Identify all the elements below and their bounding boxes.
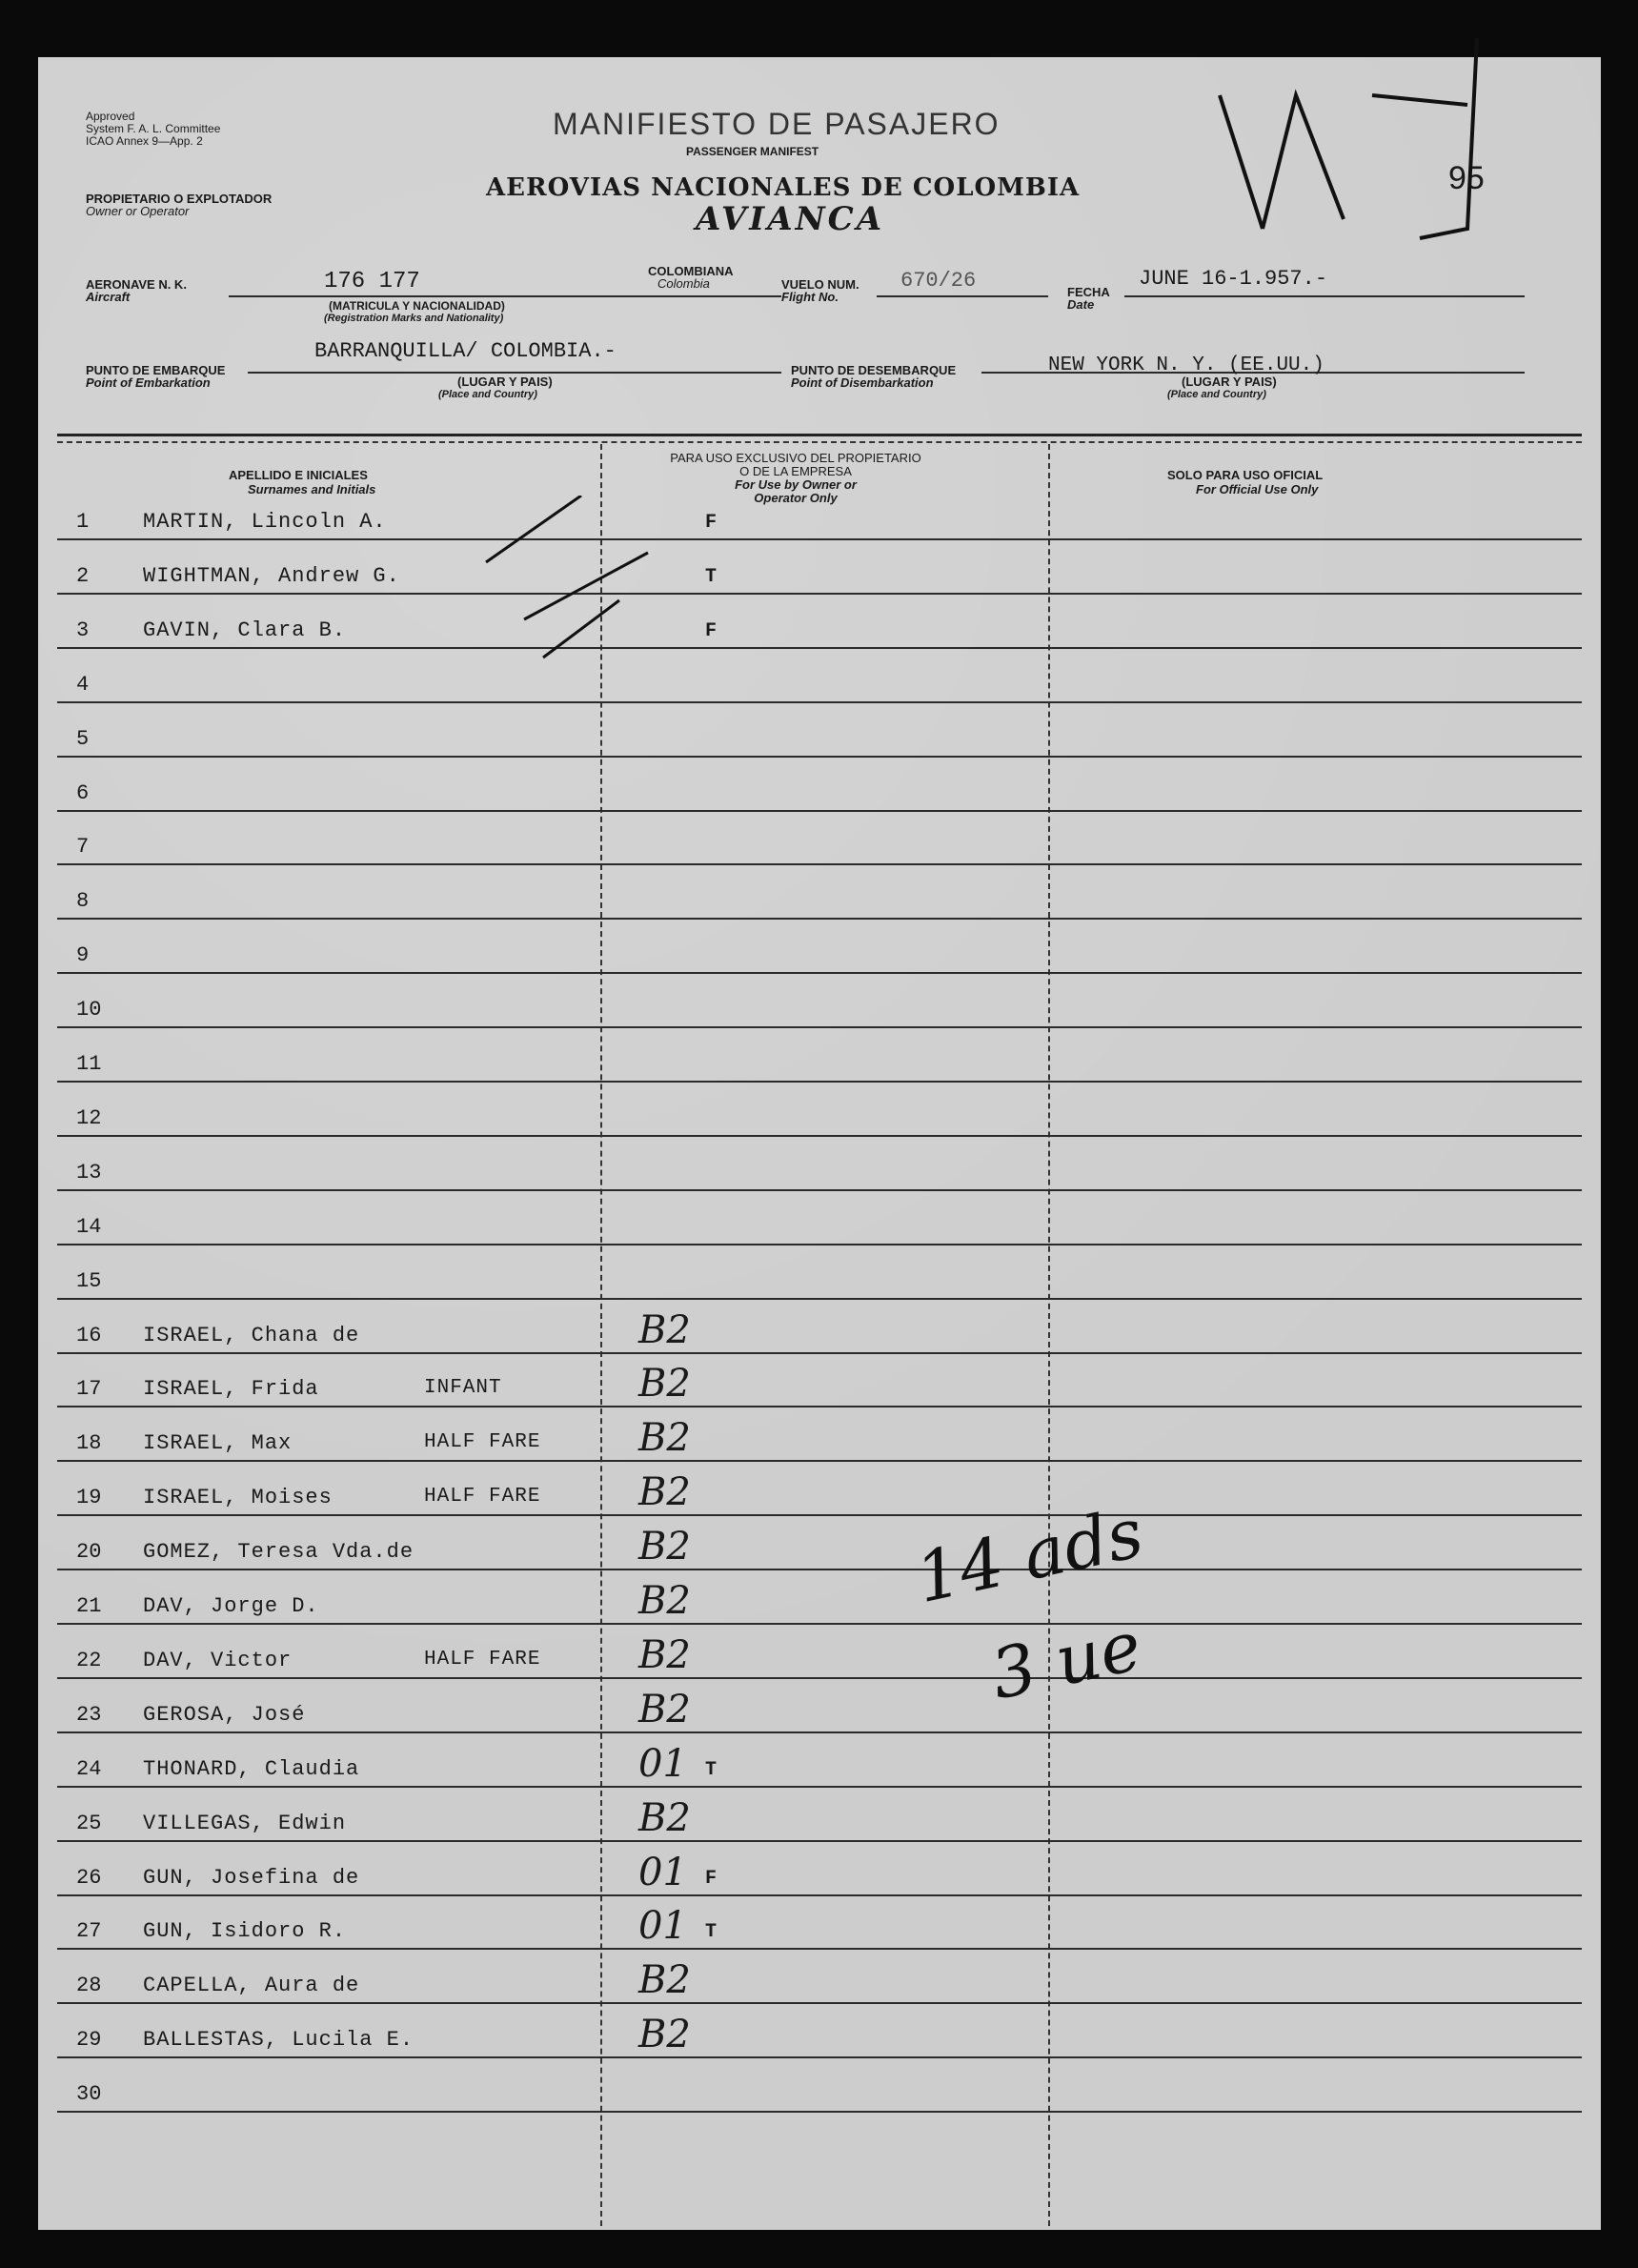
disembark-label-en: Point of Disembarkation (791, 375, 934, 390)
row-number: 4 (76, 673, 90, 697)
row-number: 28 (76, 1974, 102, 1997)
handwritten-code: B2 (638, 1416, 691, 1460)
passenger-name: DAV, Victor (143, 1649, 293, 1672)
passenger-name: VILLEGAS, Edwin (143, 1812, 347, 1835)
handwritten-code: B2 (638, 2013, 691, 2056)
row-rule (57, 1460, 1582, 1462)
handwritten-code: B2 (638, 1633, 691, 1677)
row-number: 15 (76, 1269, 102, 1293)
col3-title: SOLO PARA USO OFICIAL (1167, 468, 1324, 482)
row-rule (57, 1894, 1582, 1896)
row-number: 29 (76, 2028, 102, 2052)
row-number: 11 (76, 1052, 102, 1076)
flight-label: VUELO NUM. (781, 277, 859, 292)
row-number: 3 (76, 618, 90, 642)
date-value: JUNE 16-1.957.- (1139, 267, 1328, 291)
row-rule (57, 2056, 1582, 2058)
passenger-name: ISRAEL, Max (143, 1431, 293, 1455)
passenger-name: THONARD, Claudia (143, 1757, 360, 1781)
row-number: 16 (76, 1324, 102, 1347)
operator-code: T (705, 1759, 718, 1781)
passenger-name: BALLESTAS, Lucila E. (143, 2028, 415, 2052)
date-line (1124, 295, 1525, 297)
row-number: 7 (76, 835, 90, 859)
row-number: 8 (76, 889, 90, 913)
header-rule-2 (57, 441, 1582, 443)
col3-sub: For Official Use Only (1196, 482, 1319, 496)
row-number: 10 (76, 998, 102, 1022)
row-rule (57, 1244, 1582, 1245)
row-rule (57, 1514, 1582, 1516)
handwritten-code: B2 (638, 1470, 691, 1514)
fare-note: INFANT (424, 1377, 502, 1399)
disembark-value: NEW YORK N. Y. (EE.UU.) (1048, 354, 1325, 376)
passenger-name: GEROSA, José (143, 1703, 306, 1727)
row-rule (57, 918, 1582, 920)
row-rule (57, 1948, 1582, 1950)
col2-sub-line: Operator Only (754, 491, 838, 505)
fare-note: HALF FARE (424, 1431, 541, 1453)
row-number: 14 (76, 1215, 102, 1239)
handwritten-code: B2 (638, 1525, 691, 1569)
handwritten-code: 01 (638, 1904, 687, 1948)
flight-line (877, 295, 1048, 297)
row-number: 2 (76, 564, 90, 588)
col2-sub-line: For Use by Owner or (735, 477, 857, 492)
aircraft-label: AERONAVE N. K. (86, 277, 187, 292)
embark-line (248, 372, 781, 374)
nationality-value: COLOMBIANA (648, 264, 734, 278)
row-number: 6 (76, 781, 90, 805)
row-rule (57, 2111, 1582, 2113)
page-number: 95 (1448, 160, 1485, 196)
form-title-en: PASSENGER MANIFEST (686, 145, 819, 158)
row-rule (57, 2002, 1582, 2004)
nationality-line (629, 295, 781, 297)
row-rule (57, 972, 1582, 974)
place-label-en-2: (Place and Country) (1167, 389, 1266, 400)
row-rule (57, 863, 1582, 865)
row-number: 9 (76, 943, 90, 967)
row-number: 25 (76, 1812, 102, 1835)
operator-code: T (705, 566, 718, 588)
row-rule (57, 1840, 1582, 1842)
row-rule (57, 1189, 1582, 1191)
fare-note: HALF FARE (424, 1649, 541, 1671)
row-number: 24 (76, 1757, 102, 1781)
flight-label-en: Flight No. (781, 290, 839, 304)
row-rule (57, 647, 1582, 649)
company-short: AVIANCA (696, 200, 885, 238)
row-number: 22 (76, 1649, 102, 1672)
embark-label: PUNTO DE EMBARQUE (86, 363, 226, 377)
form-title: MANIFIESTO DE PASAJERO (553, 107, 1001, 141)
approval-note (86, 111, 220, 148)
place-label: (LUGAR Y PAIS) (457, 375, 553, 389)
owner-label: PROPIETARIO O EXPLOTADOR (86, 192, 273, 206)
operator-code: F (705, 620, 718, 642)
place-label-2: (LUGAR Y PAIS) (1182, 375, 1277, 389)
aircraft-value: 176 177 (324, 269, 420, 294)
col1-sub: Surnames and Initials (248, 482, 376, 496)
row-number: 20 (76, 1540, 102, 1564)
row-number: 1 (76, 510, 90, 534)
row-rule (57, 1298, 1582, 1300)
passenger-name: ISRAEL, Moises (143, 1486, 333, 1509)
handwritten-count-bottom: 3 ue (983, 1605, 1148, 1715)
passenger-name: MARTIN, Lincoln A. (143, 510, 387, 534)
owner-label-en: Owner or Operator (86, 204, 190, 218)
check-marks (457, 496, 686, 667)
aircraft-label-en: Aircraft (86, 290, 131, 304)
row-number: 12 (76, 1106, 102, 1130)
row-number: 13 (76, 1161, 102, 1185)
flight-value: 670/26 (900, 269, 977, 293)
row-rule (57, 1081, 1582, 1083)
handwritten-code: B2 (638, 1688, 691, 1731)
passenger-name: GAVIN, Clara B. (143, 618, 347, 642)
passenger-name: GOMEZ, Teresa Vda.de (143, 1540, 415, 1564)
handwritten-code: 01 (638, 1851, 687, 1894)
fare-note: HALF FARE (424, 1486, 541, 1508)
handwritten-code: B2 (638, 1796, 691, 1840)
row-rule (57, 1406, 1582, 1407)
row-rule (57, 1352, 1582, 1354)
operator-code: F (705, 512, 718, 534)
passenger-name: GUN, Isidoro R. (143, 1919, 347, 1943)
registration-label: (MATRICULA Y NACIONALIDAD) (329, 299, 505, 313)
col2-title (653, 452, 939, 505)
handwritten-code: B2 (638, 1362, 691, 1406)
operator-code: F (705, 1868, 718, 1890)
column-divider-2 (1048, 444, 1050, 2226)
approval-line: Approved (86, 110, 135, 123)
column-divider-1 (600, 444, 602, 2226)
row-number: 21 (76, 1594, 102, 1618)
passenger-name: ISRAEL, Frida (143, 1377, 319, 1401)
row-rule (57, 1677, 1582, 1679)
handwritten-code: B2 (638, 1308, 691, 1352)
row-number: 17 (76, 1377, 102, 1401)
passenger-name: GUN, Josefina de (143, 1866, 360, 1890)
date-label-en: Date (1067, 297, 1095, 312)
nationality-sub: Colombia (657, 276, 710, 291)
row-rule (57, 538, 1582, 540)
handwritten-code: 01 (638, 1742, 687, 1786)
approval-line: System F. A. L. Committee (86, 122, 221, 135)
operator-code: T (705, 1921, 718, 1943)
col2-title-line: O DE LA EMPRESA (739, 464, 852, 478)
row-rule (57, 701, 1582, 703)
registration-label-en: (Registration Marks and Nationality) (324, 313, 504, 324)
passenger-name: WIGHTMAN, Andrew G. (143, 564, 400, 588)
row-rule (57, 1026, 1582, 1028)
row-rule (57, 1623, 1582, 1625)
row-number: 26 (76, 1866, 102, 1890)
passenger-name: CAPELLA, Aura de (143, 1974, 360, 1997)
handwritten-code: B2 (638, 1958, 691, 2002)
row-number: 23 (76, 1703, 102, 1727)
handwritten-code: B2 (638, 1579, 691, 1623)
manifest-sheet (38, 57, 1601, 2230)
date-label: FECHA (1067, 285, 1110, 299)
row-rule (57, 756, 1582, 758)
row-number: 5 (76, 727, 90, 751)
row-rule (57, 1786, 1582, 1788)
handwritten-n-mark (1182, 38, 1496, 257)
row-rule (57, 593, 1582, 595)
passenger-name: ISRAEL, Chana de (143, 1324, 360, 1347)
header-rule (57, 434, 1582, 436)
row-number: 18 (76, 1431, 102, 1455)
row-rule (57, 1731, 1582, 1733)
row-number: 19 (76, 1486, 102, 1509)
handwritten-count-top: 14 ads (908, 1491, 1150, 1619)
embark-value: BARRANQUILLA/ COLOMBIA.- (314, 339, 617, 363)
row-number: 30 (76, 2082, 102, 2106)
approval-line: ICAO Annex 9—App. 2 (86, 134, 203, 148)
col2-title-line: PARA USO EXCLUSIVO DEL PROPIETARIO (670, 451, 921, 465)
place-label-en: (Place and Country) (438, 389, 537, 400)
row-rule (57, 810, 1582, 812)
row-number: 27 (76, 1919, 102, 1943)
company-name: AEROVIAS NACIONALES DE COLOMBIA (486, 173, 1081, 202)
disembark-label: PUNTO DE DESEMBARQUE (791, 363, 957, 377)
embark-label-en: Point of Embarkation (86, 375, 211, 390)
passenger-name: DAV, Jorge D. (143, 1594, 319, 1618)
col1-title: APELLIDO E INICIALES (229, 468, 368, 482)
row-rule (57, 1135, 1582, 1137)
aircraft-line (229, 295, 629, 297)
row-rule (57, 1569, 1582, 1570)
